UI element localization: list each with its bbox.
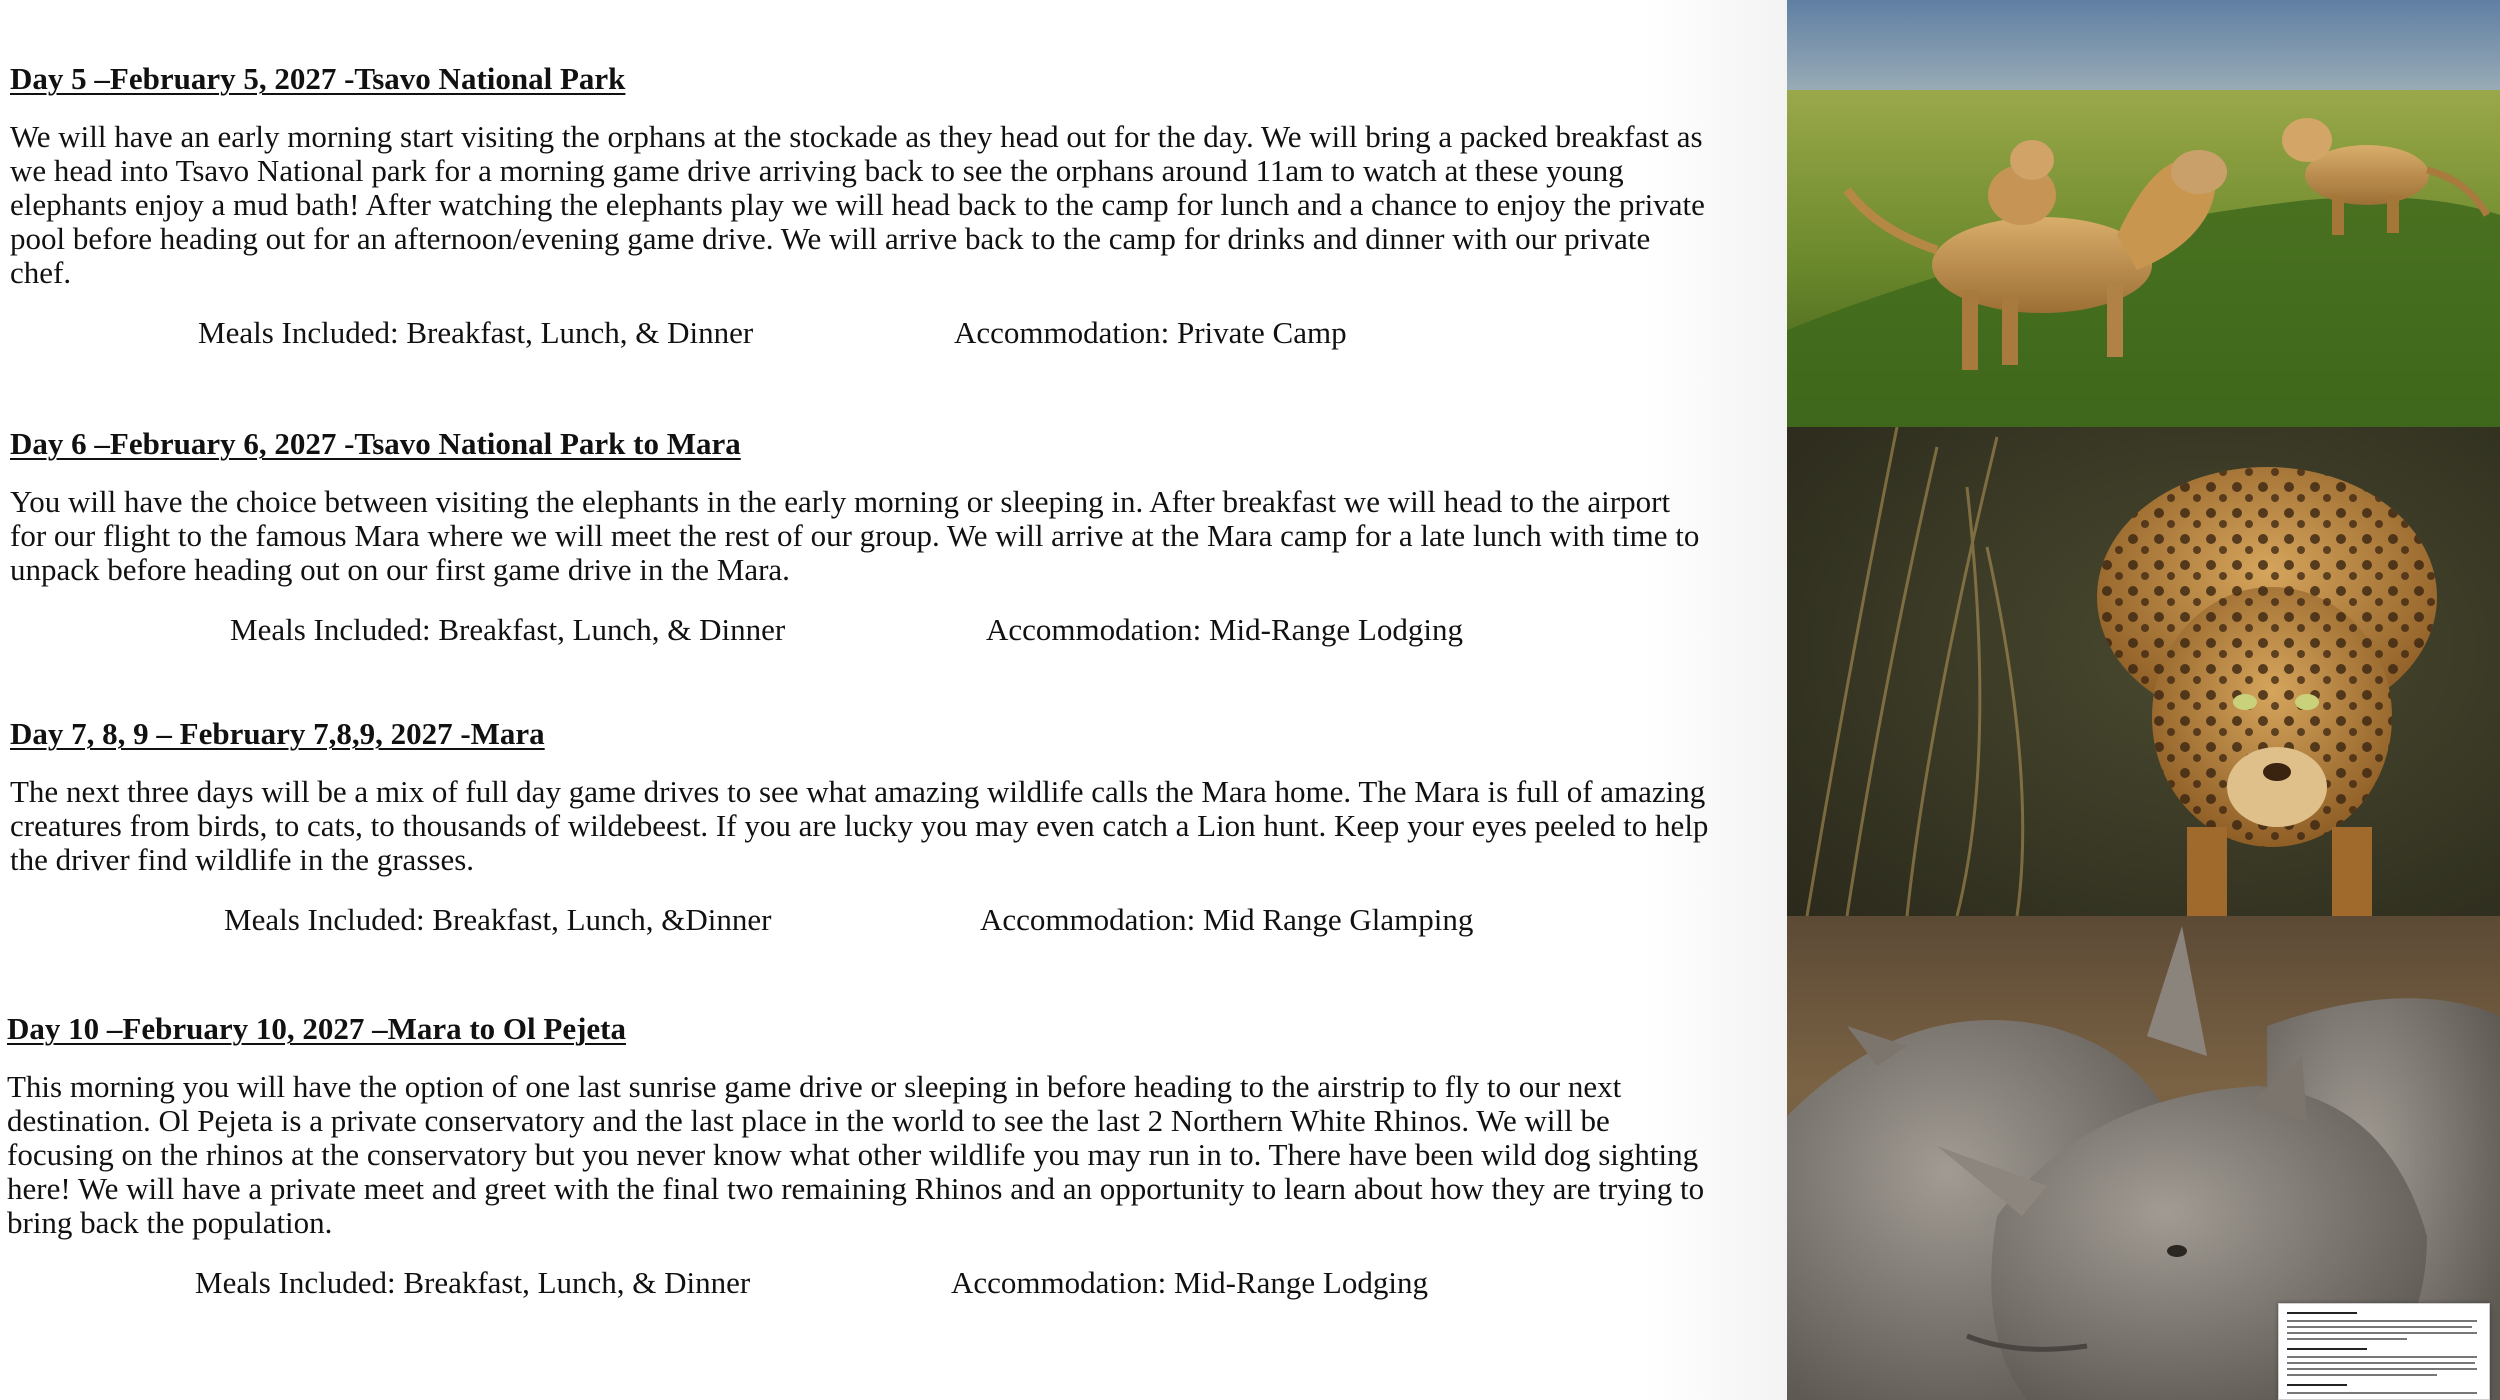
lions-image (1787, 0, 2500, 427)
accommodation: Accommodation: Mid-Range Lodging (951, 1265, 1428, 1300)
day-details (10, 901, 1710, 939)
day-description: This morning you will have the option of one last sunrise game drive or sleeping in before heading to the airstrip to fly to our next destination. Ol Pejeta is a private conservatory and the last place in the world to see the last 2 Northern White Rhinos. We will be focusing on the rhinos at the conservatory but you never know what other wildlife you may run in to. There have been wild dog sighting here! We will have a private meet and greet with the final two remaining Rhinos and an opportunity to learn about how they are trying to bring back the population. (7, 1069, 1705, 1240)
photo-column (1787, 0, 2500, 1400)
day-section (7, 1010, 1707, 1302)
meals-included: Meals Included: Breakfast, Lunch, &Dinner (224, 902, 772, 937)
day-title: Day 5 –February 5, 2027 -Tsavo National Park (10, 61, 626, 96)
day-section (10, 715, 1710, 939)
day-details (10, 611, 1710, 649)
day-section (10, 60, 1710, 352)
day-description: The next three days will be a mix of full day game drives to see what amazing wildlife calls the Mara home. The Mara is full of amazing creatures from birds, to cats, to thousands of wildebeest. If you are lucky you may even catch a Lion hunt. Keep your eyes peeled to help the driver find wildlife in the grasses. (10, 774, 1709, 877)
leopard-image (1787, 427, 2500, 916)
day-details (7, 1264, 1707, 1302)
lions-photo (1787, 0, 2500, 427)
day-title: Day 6 –February 6, 2027 -Tsavo National Park to Mara (10, 426, 741, 461)
accommodation: Accommodation: Private Camp (954, 315, 1347, 350)
day-title: Day 10 –February 10, 2027 –Mara to Ol Pejeta (7, 1011, 627, 1046)
page-thumbnail[interactable] (2278, 1303, 2490, 1400)
day-description: You will have the choice between visiting the elephants in the early morning or sleeping in. After breakfast we will head to the airport for our flight to the famous Mara where we will meet the rest of our group. We will arrive at the Mara camp for a late lunch with time to unpack before heading out on our first game drive in the Mara. (10, 484, 1700, 587)
accommodation: Accommodation: Mid Range Glamping (980, 902, 1474, 937)
meals-included: Meals Included: Breakfast, Lunch, & Dinner (198, 315, 754, 350)
day-description: We will have an early morning start visiting the orphans at the stockade as they head out for the day. We will bring a packed breakfast as we head into Tsavo National park for a morning game drive arriving back to see the orphans around 11am to watch at these young elephants enjoy a mud bath! After watching the elephants play we will head back to the camp for lunch and a chance to enjoy the private pool before heading out for an afternoon/evening game drive. We will arrive back to the camp for drinks and dinner with our private chef. (10, 119, 1705, 290)
meals-included: Meals Included: Breakfast, Lunch, & Dinner (195, 1265, 751, 1300)
day-title: Day 7, 8, 9 – February 7,8,9, 2027 -Mara (10, 716, 545, 751)
leopard-photo (1787, 427, 2500, 916)
meals-included: Meals Included: Breakfast, Lunch, & Dinner (230, 612, 786, 647)
accommodation: Accommodation: Mid-Range Lodging (986, 612, 1463, 647)
day-section (10, 425, 1710, 649)
day-details (10, 314, 1710, 352)
